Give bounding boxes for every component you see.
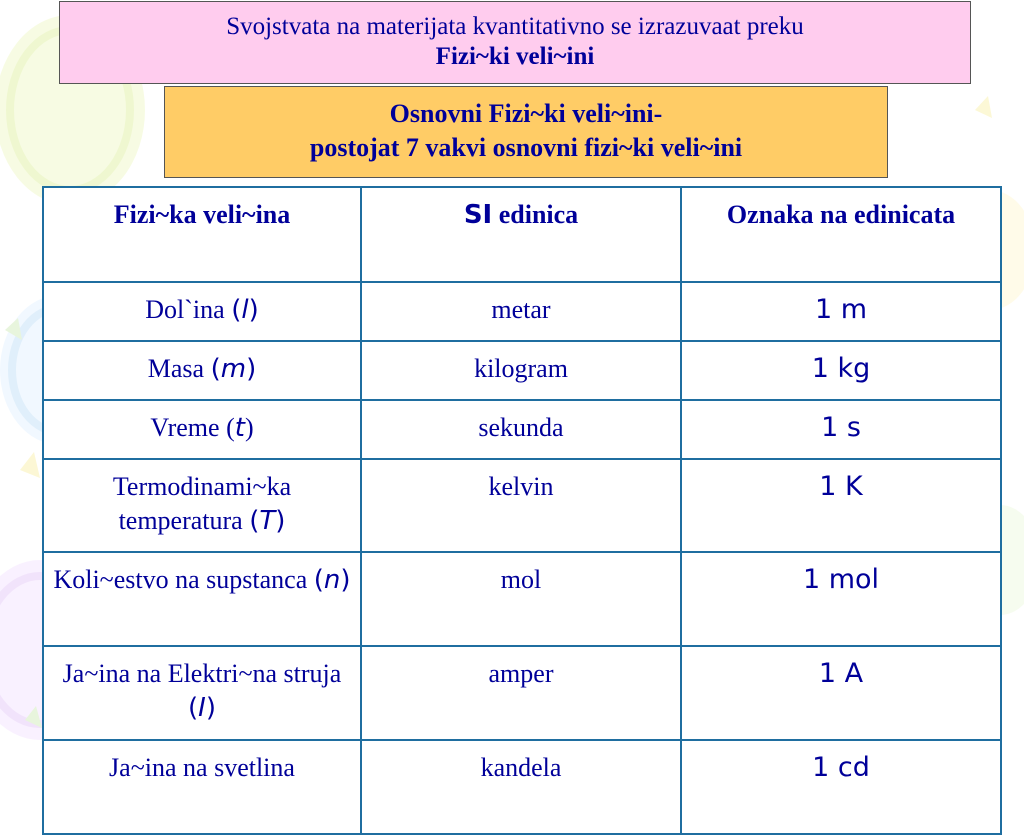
- unit-cell: kelvin: [361, 459, 681, 552]
- quantity-cell: Ja~ina na Elektri~na struja (I): [43, 646, 361, 740]
- quantity-variable: l: [241, 295, 249, 325]
- quantity-cell: Termodinami~ka temperatura (T): [43, 459, 361, 552]
- table-row: [43, 646, 1001, 740]
- table-row: [43, 282, 1001, 341]
- subtitle-line-1: Osnovni Fizi~ki veli~ini-: [389, 99, 663, 128]
- quantity-cell: Masa (m): [43, 341, 361, 400]
- header-si-prefix: SI: [463, 200, 493, 230]
- quantity-variable: n: [323, 565, 341, 595]
- unit-cell: mol: [361, 552, 681, 646]
- unit-cell: amper: [361, 646, 681, 740]
- quantity-variable: I: [198, 693, 206, 723]
- subtitle-line-2: postojat 7 vakvi osnovni fizi~ki veli~ini: [309, 133, 743, 162]
- table-row: [43, 740, 1001, 834]
- quantity-name: Vreme: [150, 413, 220, 442]
- quantity-variable: m: [220, 354, 247, 384]
- si-units-table: [42, 186, 1002, 835]
- quantity-name: Dol`ina: [145, 295, 225, 324]
- header-si-suffix: edinica: [498, 200, 579, 229]
- unit-cell: kilogram: [361, 341, 681, 400]
- unit-cell: sekunda: [361, 400, 681, 459]
- header-quantity: Fizi~ka veli~ina: [43, 187, 361, 282]
- symbol-cell: 1 A: [681, 646, 1001, 740]
- quantity-cell: Dol`ina (l): [43, 282, 361, 341]
- title-line-1: Svojstvata na materijata kvantitativno se izrazuvaat preku: [226, 13, 804, 40]
- table-row: [43, 400, 1001, 459]
- quantity-name: Ja~ina na svetlina: [109, 753, 295, 782]
- quantity-name: Masa: [147, 354, 205, 383]
- symbol-cell: 1 s: [681, 400, 1001, 459]
- unit-cell: kandela: [361, 740, 681, 834]
- quantity-name: Termodinami~ka temperatura: [112, 472, 292, 535]
- table-row: [43, 552, 1001, 646]
- quantity-name: Koli~estvo na supstanca: [53, 565, 308, 594]
- header-si-unit: [361, 187, 681, 282]
- unit-cell: metar: [361, 282, 681, 341]
- header-symbol: Oznaka na edinicata: [681, 187, 1001, 282]
- table-row: [43, 341, 1001, 400]
- title-banner: [59, 1, 971, 84]
- symbol-cell: 1 m: [681, 282, 1001, 341]
- symbol-cell: 1 K: [681, 459, 1001, 552]
- quantity-variable: T: [259, 506, 276, 536]
- quantity-name: Ja~ina na Elektri~na struja: [62, 659, 342, 688]
- symbol-cell: 1 cd: [681, 740, 1001, 834]
- quantity-cell: Vreme (t): [43, 400, 361, 459]
- quantity-cell: [43, 740, 361, 834]
- table-header-row: [43, 187, 1001, 282]
- table-row: [43, 459, 1001, 552]
- symbol-cell: 1 mol: [681, 552, 1001, 646]
- quantity-cell: Koli~estvo na supstanca (n): [43, 552, 361, 646]
- symbol-cell: 1 kg: [681, 341, 1001, 400]
- subtitle-banner: [164, 86, 888, 178]
- title-line-2: Fizi~ki veli~ini: [435, 43, 595, 70]
- quantity-variable: t: [234, 413, 245, 443]
